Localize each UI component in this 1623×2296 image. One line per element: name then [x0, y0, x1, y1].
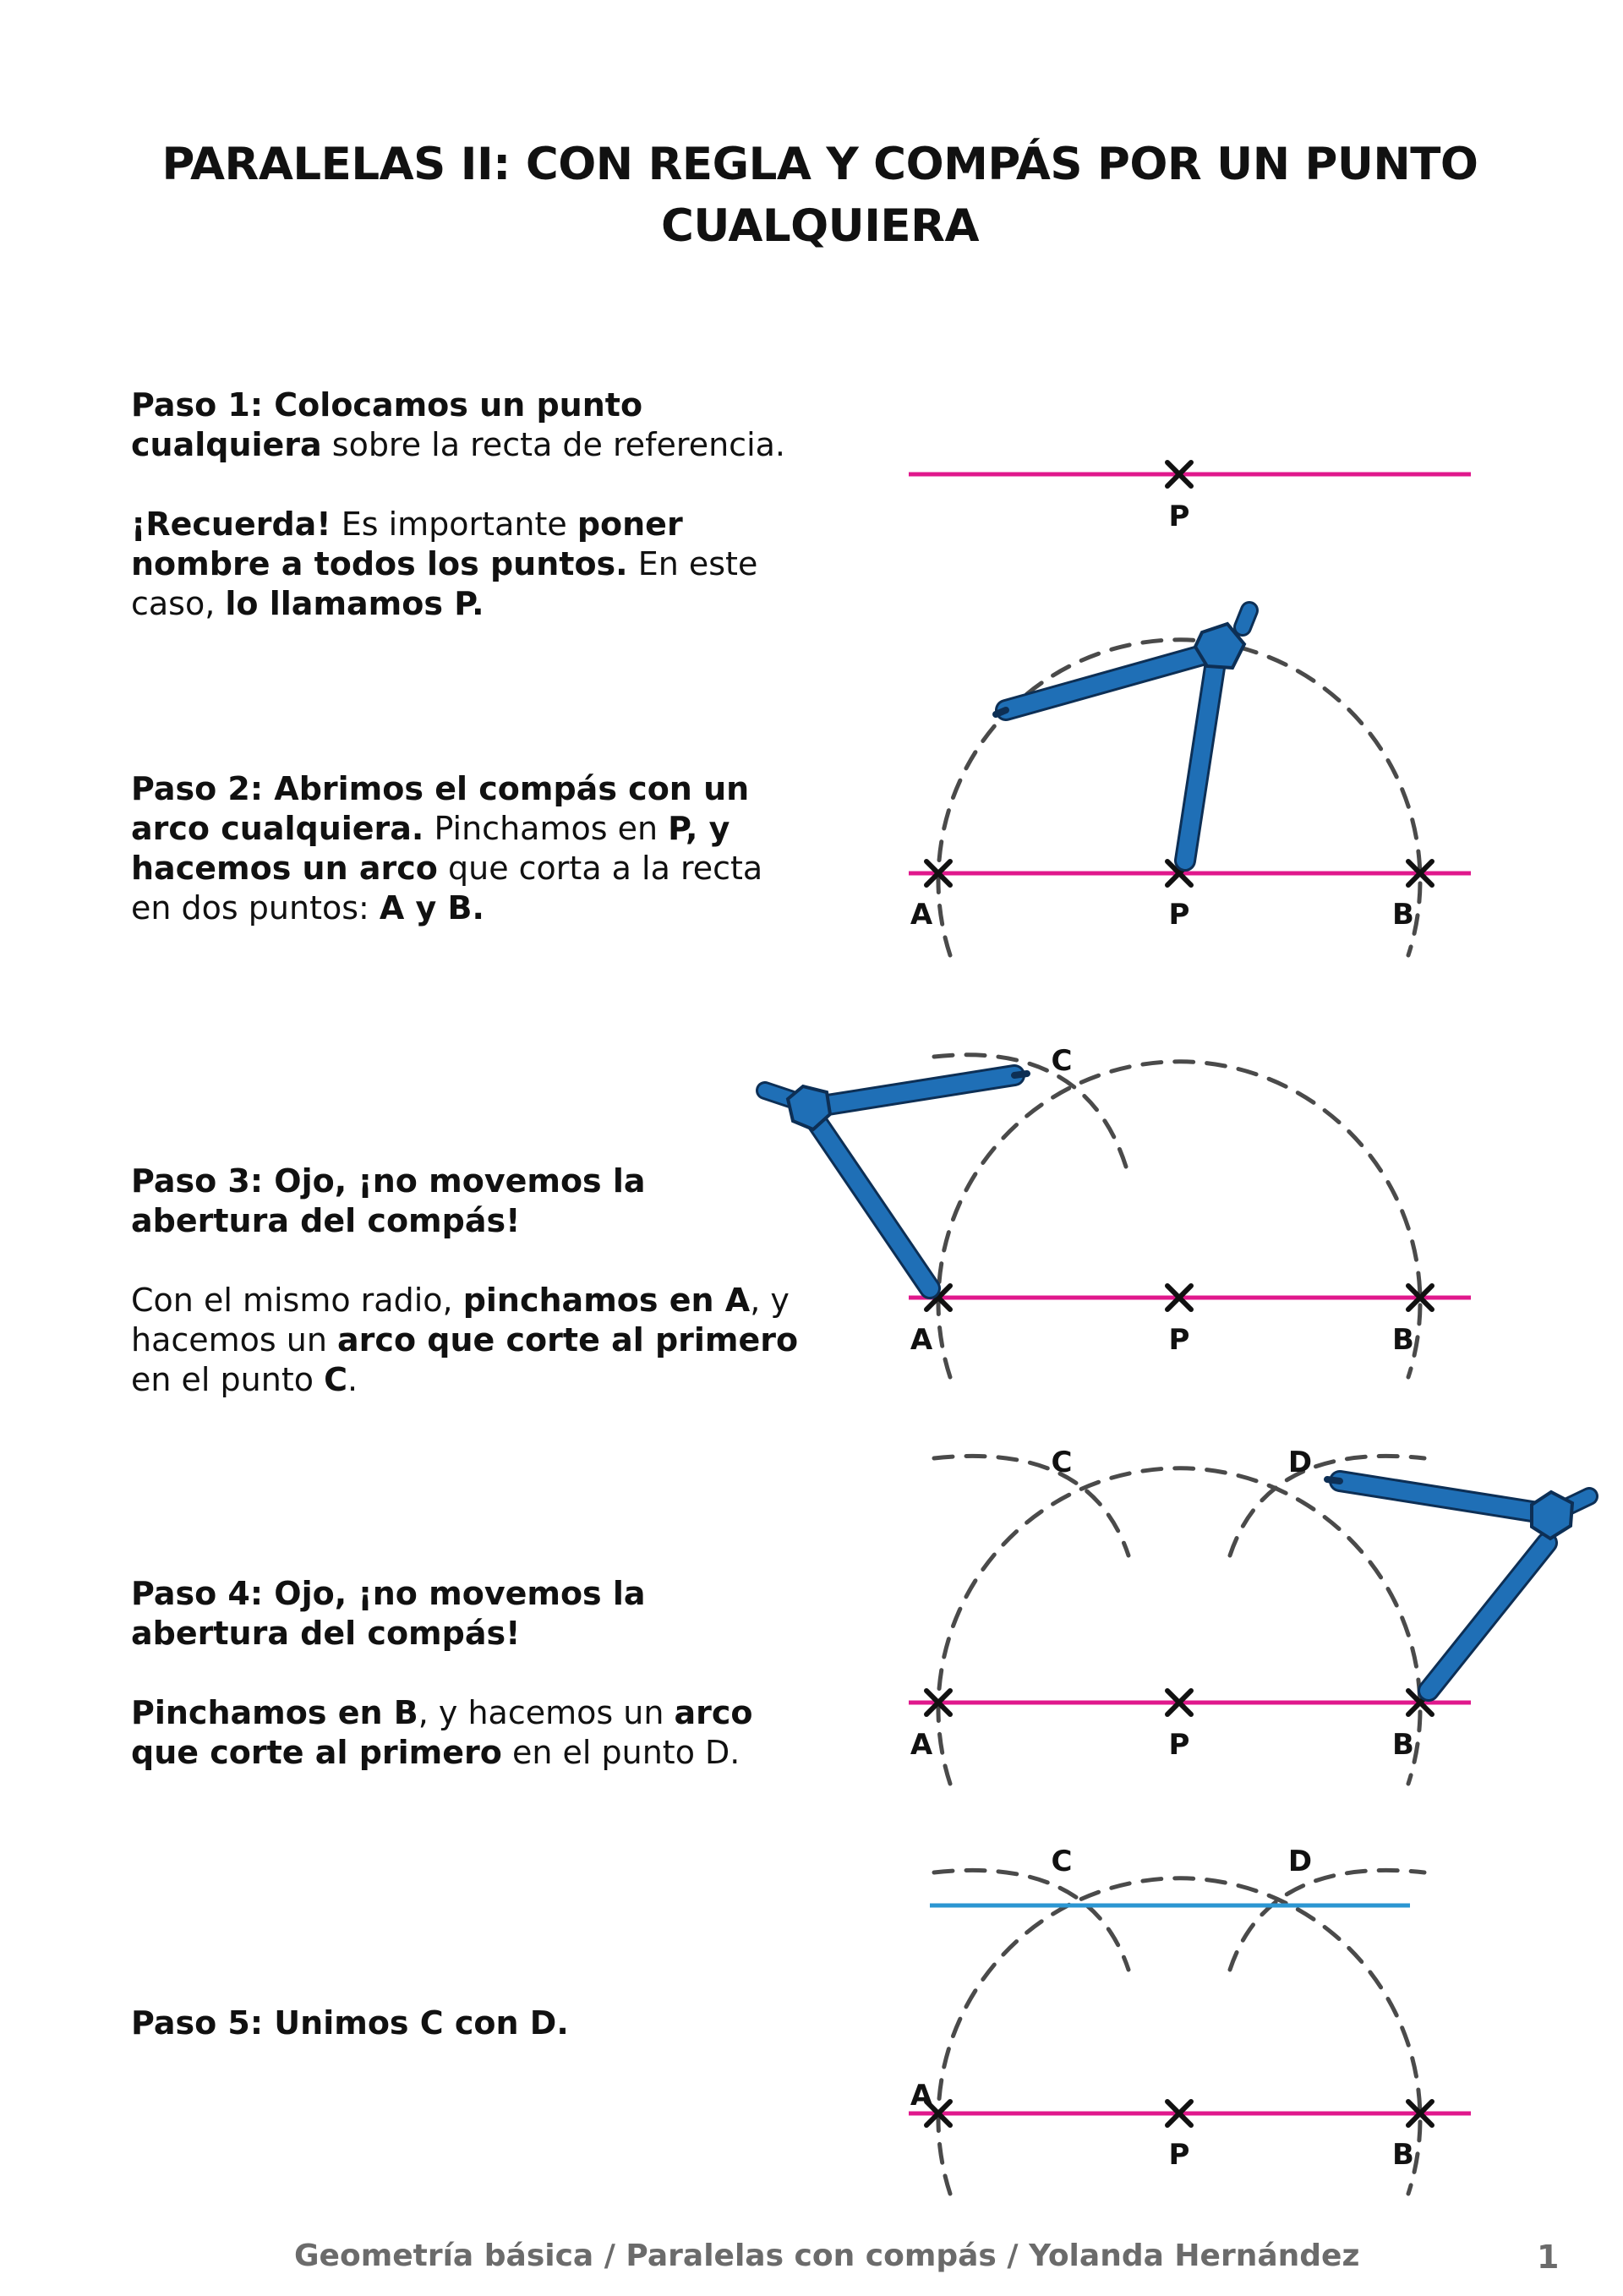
text-run: Paso 2: Abrimos el compás con un arco cualquiera.	[131, 770, 750, 847]
text-run: arco que corte al primero	[131, 1694, 753, 1771]
text-run: Paso 4: Ojo, ¡no movemos la abertura del compás!	[131, 1575, 646, 1652]
figure-step-2	[909, 610, 1471, 955]
label-p: P	[1168, 1728, 1190, 1762]
label-b: B	[1392, 898, 1414, 932]
label-d: D	[1287, 1446, 1313, 1479]
figure-step-4	[909, 1446, 1589, 1784]
text-run: Con el mismo radio,	[131, 1282, 463, 1319]
arc-center-a	[934, 1456, 1128, 1555]
footer-text: Geometría básica / Paralelas con compás / Yolanda Hernández	[294, 2239, 1360, 2273]
text-run: poner nombre a todos los puntos.	[131, 506, 683, 582]
text-run: Es importante	[331, 506, 577, 543]
text-run: en el punto D.	[501, 1734, 740, 1771]
text-run: lo llamamos P.	[225, 585, 484, 622]
text-run: pinchamos en A	[462, 1282, 751, 1319]
label-a: A	[910, 1323, 933, 1357]
compass-drawing	[1327, 1479, 1589, 1691]
label-b: B	[1392, 1728, 1414, 1762]
text-run: Paso 5: Unimos C con D.	[131, 2004, 569, 2042]
text-run: En este caso,	[131, 545, 758, 622]
figure-step-1	[909, 462, 1471, 533]
text-run: que corta a la recta en dos puntos:	[131, 850, 763, 927]
page-number: 1	[1537, 2239, 1560, 2276]
text-run: Paso 3: Ojo, ¡no movemos la abertura del compás!	[131, 1162, 646, 1239]
text-run: P, y hacemos un arco	[131, 810, 730, 887]
title-line-1: PARALELAS II: CON REGLA Y COMPÁS POR UN PUNTO	[161, 139, 1478, 190]
label-a: A	[910, 1728, 933, 1762]
label-p: P	[1168, 898, 1190, 932]
text-run: sobre la recta de referencia.	[321, 426, 785, 463]
figure-step-3	[765, 1044, 1471, 1377]
label-c: C	[1051, 1044, 1073, 1078]
text-run: ¡Recuerda!	[131, 506, 331, 543]
title-line-2: CUALQUIERA	[661, 200, 979, 252]
label-b: B	[1392, 2138, 1414, 2172]
text-run: Pinchamos en B	[131, 1694, 418, 1731]
label-a: A	[910, 898, 933, 932]
label-p: P	[1168, 2138, 1190, 2172]
arc-center-a	[934, 1870, 1128, 1970]
text-run: , y hacemos un	[131, 1282, 790, 1358]
arc-center-b	[1230, 1456, 1424, 1555]
label-c: C	[1051, 1446, 1073, 1479]
arc-center-b	[1230, 1870, 1424, 1970]
text-run: Paso 1: Colocamos un punto cualquiera	[131, 386, 643, 463]
label-p: P	[1168, 1323, 1190, 1357]
text-run: , y hacemos un	[418, 1694, 675, 1731]
text-run: A y B.	[379, 889, 484, 927]
figure-step-5	[909, 1845, 1471, 2194]
text-run: arco que corte al primero	[337, 1321, 799, 1358]
label-c: C	[1051, 1845, 1073, 1878]
label-a: A	[910, 2079, 933, 2113]
text-run: en el punto	[131, 1361, 325, 1398]
label-b: B	[1392, 1323, 1414, 1357]
text-run: .	[347, 1361, 358, 1398]
label-p: P	[1168, 500, 1190, 533]
text-run: Pinchamos en	[424, 810, 669, 847]
text-run: C	[324, 1361, 347, 1398]
compass-drawing	[765, 1074, 1027, 1288]
label-d: D	[1287, 1845, 1313, 1878]
